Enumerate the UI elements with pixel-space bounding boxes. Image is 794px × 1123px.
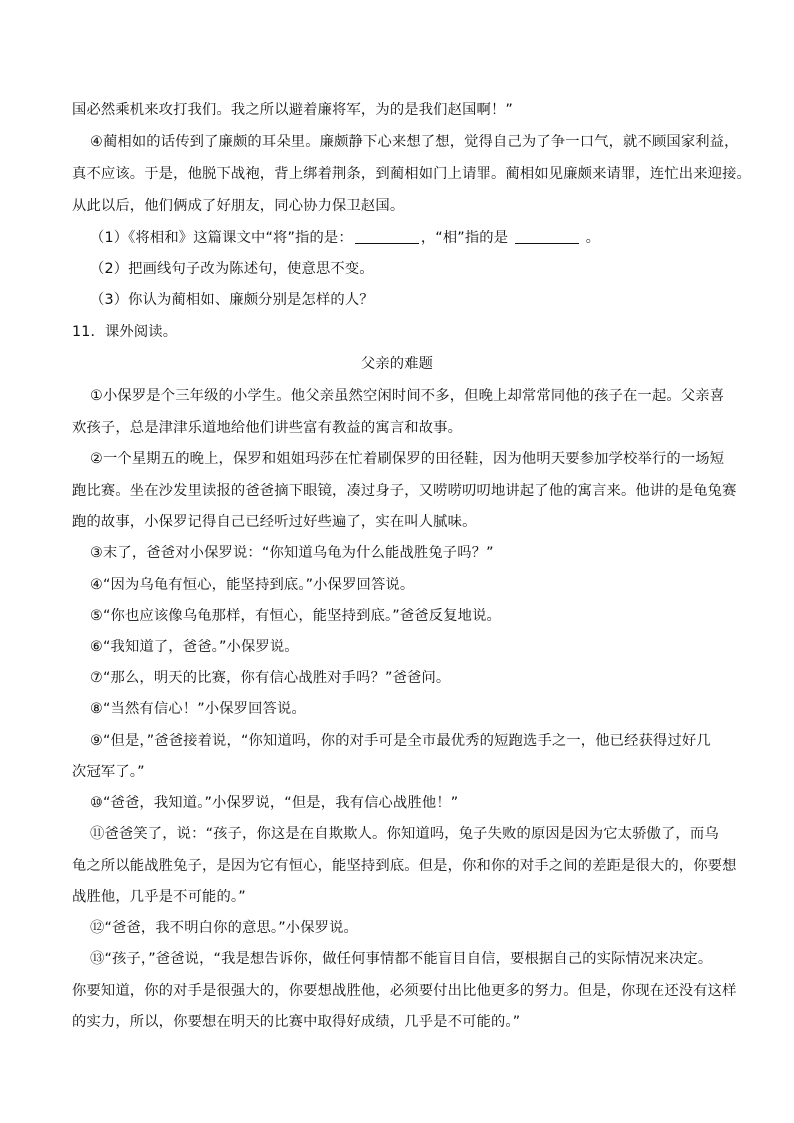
passage-line: ⑤“你也应该像乌龟那样，有恒心，能坚持到底。”爸爸反复地说。: [90, 608, 501, 624]
passage-line: 跑的故事，小保罗记得自己已经听过好些遍了，实在叫人腻味。: [72, 514, 477, 530]
passage-line: ⑩“爸爸，我知道。”小保罗说，“但是，我有信心战胜他！”: [90, 795, 459, 811]
passage-line: 欢孩子，总是津津乐道地给他们讲些富有教益的寓言和故事。: [72, 420, 463, 436]
answer-blank[interactable]: [515, 229, 579, 244]
passage-line: ⑫“爸爸，我不明白你的意思。”小保罗说。: [90, 920, 359, 936]
section-heading: 11．课外阅读。: [72, 324, 178, 340]
passage-line: ①小保罗是个三年级的小学生。他父亲虽然空闲时间不多，但晚上却常常同他的孩子在一起。父亲喜: [90, 388, 725, 404]
passage-line: 跑比赛。坐在沙发里读报的爸爸摘下眼镜，凑过身子，又唠唠叨叨地讲起了他的寓言来。他讲的是龟兔赛: [72, 483, 737, 499]
answer-blank[interactable]: [355, 229, 419, 244]
passage-line: 的实力，所以，你要想在明天的比赛中取得好成绩，几乎是不可能的。”: [72, 1014, 521, 1030]
passage-line: 战胜他，几乎是不可能的。”: [72, 889, 246, 905]
passage-line: ⑪爸爸笑了，说：“孩子，你这是在自欺欺人。你知道吗，兔子失败的原因是因为它太骄傲了，而乌: [90, 826, 719, 842]
question-1-part1: （1）《将相和》这篇课文中“将”指的是：: [90, 230, 353, 246]
passage-line: ⑨“但是，”爸爸接着说，“你知道吗，你的对手可是全市最优秀的短跑选手之一，他已经获得过好几: [90, 733, 711, 749]
passage-line: ⑥“我知道了，爸爸。”小保罗说。: [90, 639, 299, 655]
question-1-part3: 。: [585, 230, 601, 246]
passage-line: ③末了，爸爸对小保罗说：“你知道乌龟为什么能战胜兔子吗？”: [90, 545, 494, 561]
passage-line: 龟之所以能战胜兔子，是因为它有恒心，能坚持到底。但是，你和你的对手之间的差距是很大的，你要想: [72, 858, 737, 874]
question-1-part2: ，“相”指的是: [420, 230, 509, 246]
question-2: （2）把画线句子改为陈述句，使意思不变。: [90, 261, 374, 277]
passage-line: 真不应该。于是，他脱下战袍，背上绑着荆条，到蔺相如门上请罪。蔺相如见廉颇来请罪，连忙出来迎接。: [72, 166, 751, 182]
passage-line: ⑧“当然有信心！”小保罗回答说。: [90, 701, 306, 717]
question-3: （3）你认为蔺相如、廉颇分别是怎样的人？: [90, 292, 374, 308]
passage-line: ⑬“孩子，”爸爸说，“我是想告诉你，做任何事情都不能盲目自信，要根据自己的实际情况来决定。: [90, 951, 713, 967]
passage-line: ④“因为乌龟有恒心，能坚持到底。”小保罗回答说。: [90, 577, 415, 593]
passage-title: 父亲的难题: [360, 356, 434, 372]
passage-line: 次冠军了。”: [72, 764, 145, 780]
passage-line: ⑦“那么，明天的比赛，你有信心战胜对手吗？”爸爸问。: [90, 670, 451, 686]
passage-line: 从此以后，他们俩成了好朋友，同心协力保卫赵国。: [72, 198, 405, 214]
passage-line: 国必然乘机来攻打我们。我之所以避着廉将军，为的是我们赵国啊！”: [72, 102, 513, 118]
passage-line: ④蔺相如的话传到了廉颇的耳朵里。廉颇静下心来想了想，觉得自己为了争一口气，就不顾国家利益，: [90, 134, 739, 150]
passage-line: ②一个星期五的晚上，保罗和姐姐玛莎在忙着刷保罗的田径鞋，因为他明天要参加学校举行的一场短: [90, 451, 725, 467]
question-1: [90, 228, 740, 248]
passage-line: 你要知道，你的对手是很强大的，你要想战胜他，必须要付出比他更多的努力。但是，你现在还没有这样: [72, 983, 737, 999]
